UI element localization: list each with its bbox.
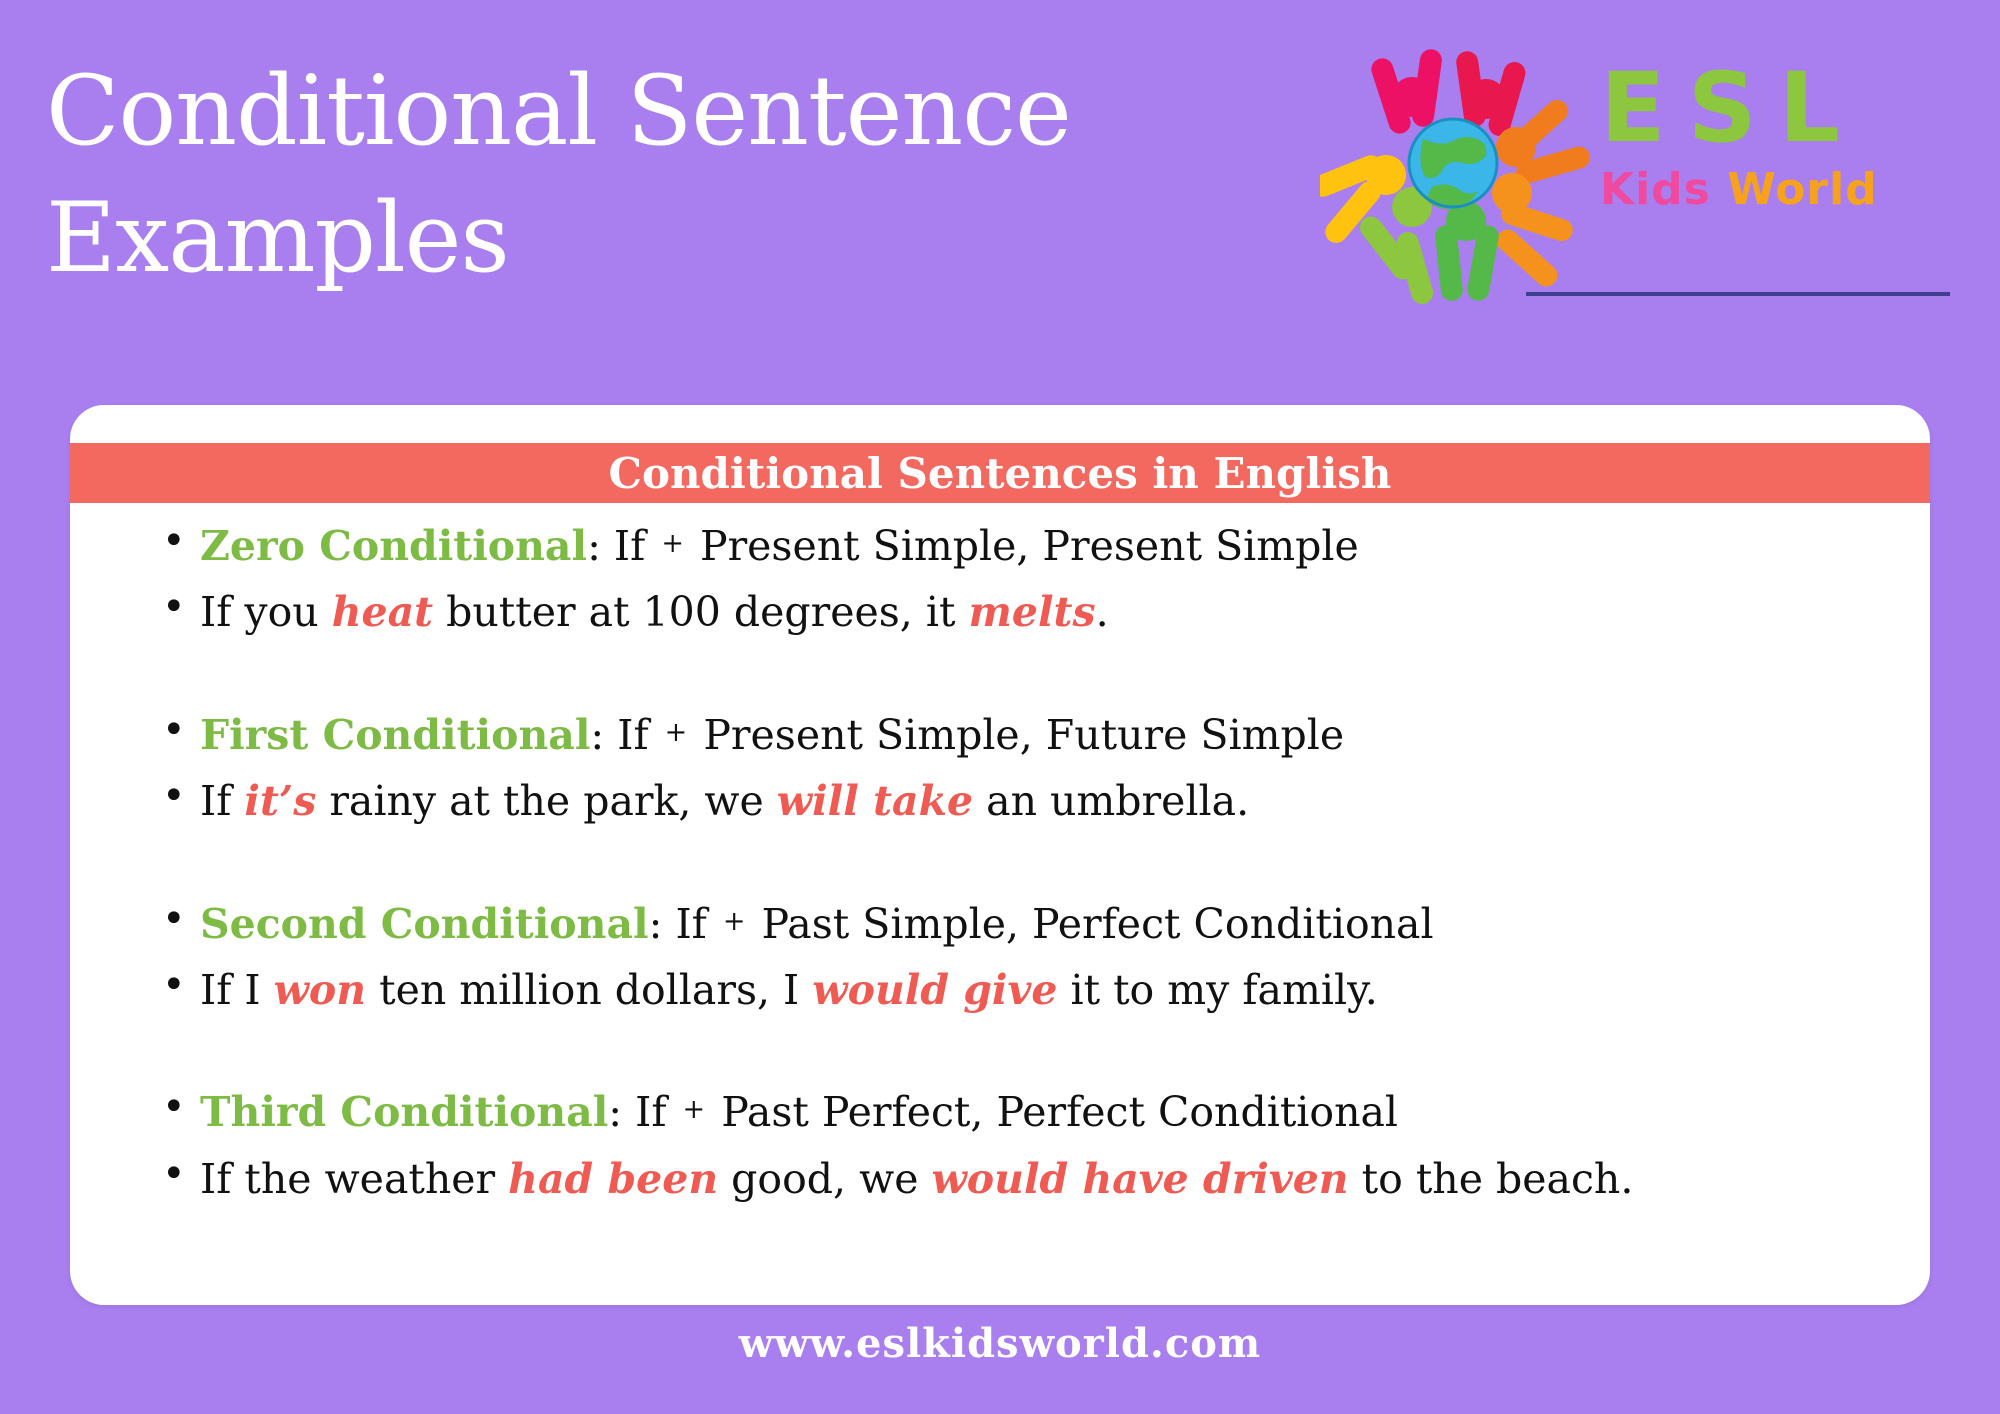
conditional-label: Second Conditional [200,899,649,948]
example-text: If you [200,588,332,637]
conditional-list [150,1079,1870,1212]
formula-text: Past Simple, Perfect Conditional [748,899,1434,948]
logo-kids-world-text [1600,164,1960,215]
conditional-formula-line [150,891,1870,957]
conditional-example-line [150,579,1870,645]
conditional-label: Zero Conditional [200,522,588,570]
formula-plus-sign: + [722,905,746,937]
brand-logo [1300,30,1960,310]
formula-text: Past Perfect, Perfect Conditional [708,1088,1399,1137]
conditional-list [150,891,1870,1024]
formula-text: Present Simple, Present Simple [686,522,1359,570]
conditional-list [150,702,1870,835]
conditional-group [150,702,1870,835]
formula-prefix: : If [648,899,720,948]
example-keyword: won [273,966,367,1015]
formula-text: Present Simple, Future Simple [690,710,1345,759]
conditional-example-line [150,768,1870,834]
logo-kids-text: Kids [1600,164,1711,215]
conditional-label: Third Conditional [200,1088,609,1137]
example-text: If I [200,966,274,1015]
formula-prefix: : If [608,1088,680,1137]
card-body [70,513,1930,1212]
example-text: it to my family. [1057,966,1378,1015]
example-keyword: heat [331,588,434,637]
example-text: rainy at the park, we [316,777,777,826]
example-keyword: will take [776,777,974,826]
example-text: to the beach. [1348,1154,1634,1203]
formula-plus-sign: + [682,1094,706,1126]
conditional-formula-line [150,513,1870,579]
card-heading: Conditional Sentences in English [608,448,1392,498]
logo-wordmark [1600,52,1960,215]
example-keyword: had been [508,1154,719,1203]
conditional-group [150,1079,1870,1212]
example-keyword: melts [968,588,1096,637]
formula-prefix: : If [590,710,662,759]
esl-kids-world-globe-people-icon [1320,35,1590,305]
logo-underline [1526,292,1950,296]
conditional-label: First Conditional [200,710,591,759]
conditional-list [150,513,1870,646]
example-text: an umbrella. [973,777,1250,826]
conditional-example-line [150,1146,1870,1212]
example-text: If [200,777,245,826]
example-text: good, we [718,1154,932,1203]
example-text: If the weather [200,1154,509,1203]
formula-prefix: : If [587,522,659,570]
example-keyword: it’s [244,777,317,826]
conditional-group [150,513,1870,646]
example-text: butter at 100 degrees, it [433,588,969,637]
formula-plus-sign: + [664,716,688,748]
conditional-group [150,891,1870,1024]
example-keyword: would give [812,966,1058,1015]
conditional-example-line [150,957,1870,1023]
card-header-bar [70,443,1930,503]
page-title: Conditional Sentence Examples [46,55,1071,294]
example-text: . [1095,588,1109,637]
logo-esl-text: ESL [1600,52,1862,164]
example-keyword: would have driven [931,1154,1349,1203]
poster-header [0,0,2000,390]
example-text: ten million dollars, I [366,966,813,1015]
conditional-formula-line [150,702,1870,768]
logo-world-text: World [1727,164,1878,215]
content-card [70,405,1930,1305]
formula-plus-sign: + [661,528,684,559]
footer-url: www.eslkidsworld.com [738,1320,1262,1367]
conditional-formula-line [150,1079,1870,1145]
